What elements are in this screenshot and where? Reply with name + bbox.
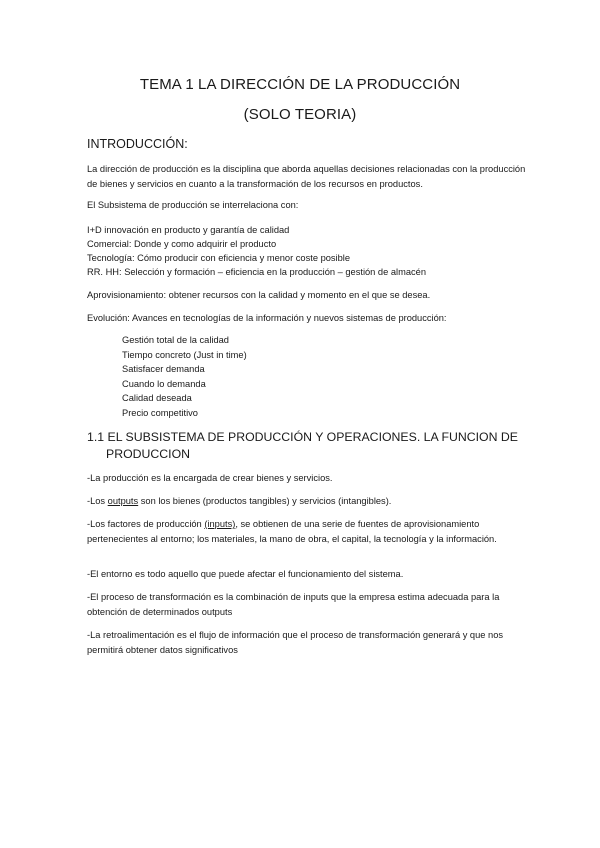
section-heading-line-2: PRODUCCION — [106, 447, 191, 461]
relations-list — [87, 223, 426, 279]
section-heading — [87, 429, 527, 463]
bullet-2-suffix: son los bienes (productos tangibles) y servicios (intangibles). — [138, 496, 392, 506]
section-heading-line-1: 1.1 EL SUBSISTEMA DE PRODUCCIÓN Y OPERACIONES. LA FUNCION DE — [87, 430, 518, 444]
list-item: I+D innovación en producto y garantía de calidad — [87, 225, 290, 235]
document-title: TEMA 1 LA DIRECCIÓN DE LA PRODUCCIÓN — [139, 76, 461, 93]
bullet-2-prefix: -Los — [87, 496, 108, 506]
list-item: RR. HH: Selección y formación – eficiencia en la producción – gestión de almacén — [87, 267, 426, 277]
list-item: Precio competitivo — [122, 407, 198, 418]
intro-paragraph-4: Evolución: Avances en tecnologías de la información y nuevos sistemas de producción: — [87, 313, 447, 323]
inputs-term: (inputs) — [204, 519, 236, 529]
list-item: Calidad deseada — [122, 393, 192, 404]
list-item: Tiempo concreto (Just in time) — [122, 349, 247, 360]
list-item: Tecnología: Cómo producir con eficiencia y menor coste posible — [87, 253, 351, 263]
list-item: Comercial: Donde y como adquirir el producto — [87, 239, 277, 249]
bullet-3-prefix: -Los factores de producción — [87, 519, 205, 529]
intro-paragraph-1: La dirección de producción es la disciplina que aborda aquellas decisiones relacionadas con la producción de bienes y servicios en cuanto a la transformación de los recursos en productos. — [87, 164, 526, 189]
intro-paragraph-3: Aprovisionamiento: obtener recursos con la calidad y momento en el que se desea. — [87, 290, 431, 300]
list-item: Satisfacer demanda — [122, 364, 205, 375]
document-subtitle: (SOLO TEORIA) — [243, 106, 357, 123]
intro-heading: INTRODUCCIÓN: — [87, 137, 188, 151]
evolution-list — [122, 333, 247, 421]
bullet-3 — [87, 517, 527, 547]
bullet-5: -El proceso de transformación es la combinación de inputs que la empresa estima adecuada para la obtención de determinados outputs — [87, 592, 500, 617]
intro-paragraph-2: El Subsistema de producción se interrelaciona con: — [87, 200, 299, 210]
list-item: Cuando lo demanda — [122, 378, 206, 389]
bullet-3-suffix: , se obtienen de una serie de fuentes de aprovisionamiento pertenecientes al entorno; los materiales, la mano de obra, el capital, la tecnología y la información. — [87, 519, 497, 544]
bullet-4: -El entorno es todo aquello que puede afectar el funcionamiento del sistema. — [87, 569, 404, 579]
bullet-6: -La retroalimentación es el flujo de información que el proceso de transformación generará y que nos permitirá obtener datos significativos — [87, 630, 504, 655]
list-item: Gestión total de la calidad — [122, 335, 229, 345]
outputs-term: outputs — [107, 496, 139, 506]
bullet-2 — [87, 494, 527, 509]
bullet-1: -La producción es la encargada de crear bienes y servicios. — [87, 473, 333, 483]
